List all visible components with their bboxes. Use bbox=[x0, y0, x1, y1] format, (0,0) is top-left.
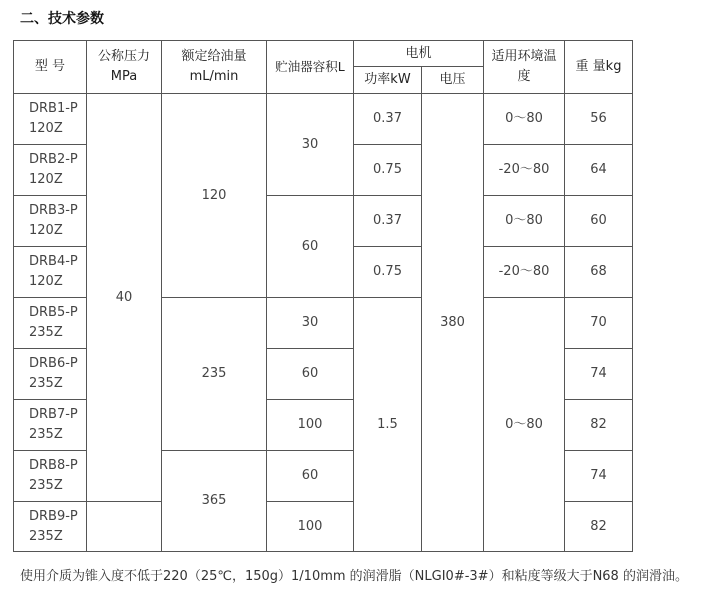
header-motor-power: 功率kW bbox=[364, 72, 411, 87]
weight-cell: 68 bbox=[590, 264, 607, 279]
header-flow-unit: mL/min bbox=[189, 69, 239, 84]
model-cell: DRB3-P120Z bbox=[29, 203, 78, 238]
header-temp: 适用环境温度 bbox=[491, 49, 557, 84]
pressure-cell: 40 bbox=[115, 289, 133, 305]
flow-cell: 235 bbox=[201, 366, 227, 381]
power-cell: 0.37 bbox=[373, 213, 402, 228]
model-cell: DRB7-P235Z bbox=[29, 407, 78, 442]
model-cell: DRB9-P235Z bbox=[29, 508, 78, 544]
model-cell: DRB8-P235Z bbox=[29, 458, 78, 493]
header-pressure-unit: MPa bbox=[110, 69, 138, 84]
flow-cell: 365 bbox=[201, 493, 227, 508]
weight-cell: 82 bbox=[590, 518, 607, 534]
capacity-cell: 60 bbox=[301, 366, 319, 381]
header-pressure-name: 公称压力 bbox=[97, 49, 150, 64]
capacity-cell: 100 bbox=[297, 518, 323, 534]
temp-cell: -20～80 bbox=[498, 264, 550, 279]
voltage-cell: 380 bbox=[440, 314, 465, 330]
weight-cell: 74 bbox=[590, 468, 607, 483]
model-cell: DRB4-P120Z bbox=[29, 254, 78, 289]
capacity-cell: 60 bbox=[301, 468, 319, 483]
temp-cell: -20～80 bbox=[498, 162, 550, 177]
model-cell: DRB1-P120Z bbox=[29, 101, 78, 136]
power-cell: 1.5 bbox=[377, 416, 398, 432]
capacity-cell: 100 bbox=[297, 417, 323, 432]
power-cell: 0.75 bbox=[373, 264, 402, 279]
model-cell: DRB5-P235Z bbox=[29, 305, 78, 340]
header-model: 型 号 bbox=[34, 59, 66, 74]
weight-cell: 74 bbox=[590, 366, 607, 381]
weight-cell: 82 bbox=[590, 417, 607, 432]
usage-note: 使用介质为锥入度不低于220（25℃，150g）1/10mm 的润滑脂（NLGI0#-3#）和粘度等级大于N68 的润滑油。 bbox=[20, 569, 688, 584]
temp-cell: 0～80 bbox=[505, 416, 543, 432]
temp-cell: 0～80 bbox=[505, 213, 543, 228]
header-flow-name: 额定给油量 bbox=[181, 49, 247, 64]
header-capacity: 贮油器容积L bbox=[275, 59, 345, 74]
weight-cell: 64 bbox=[590, 162, 607, 177]
header-motor: 电机 bbox=[405, 45, 432, 61]
flow-cell: 120 bbox=[201, 187, 227, 203]
capacity-cell: 30 bbox=[301, 136, 319, 152]
capacity-cell: 60 bbox=[301, 238, 319, 254]
capacity-cell: 30 bbox=[301, 315, 319, 330]
header-pressure bbox=[87, 41, 161, 93]
header-weight: 重 量kg bbox=[575, 59, 622, 74]
section-title: 二、技术参数 bbox=[20, 11, 104, 27]
header-motor-voltage: 电压 bbox=[439, 72, 466, 87]
model-cell: DRB6-P235Z bbox=[29, 356, 78, 391]
power-cell: 0.75 bbox=[373, 162, 402, 177]
weight-cell: 70 bbox=[590, 315, 607, 330]
weight-cell: 56 bbox=[590, 111, 607, 126]
weight-cell: 60 bbox=[590, 213, 607, 228]
temp-cell: 0～80 bbox=[505, 111, 543, 126]
header-flow bbox=[162, 41, 266, 93]
power-cell: 0.37 bbox=[373, 111, 402, 126]
model-cell: DRB2-P120Z bbox=[29, 152, 78, 187]
